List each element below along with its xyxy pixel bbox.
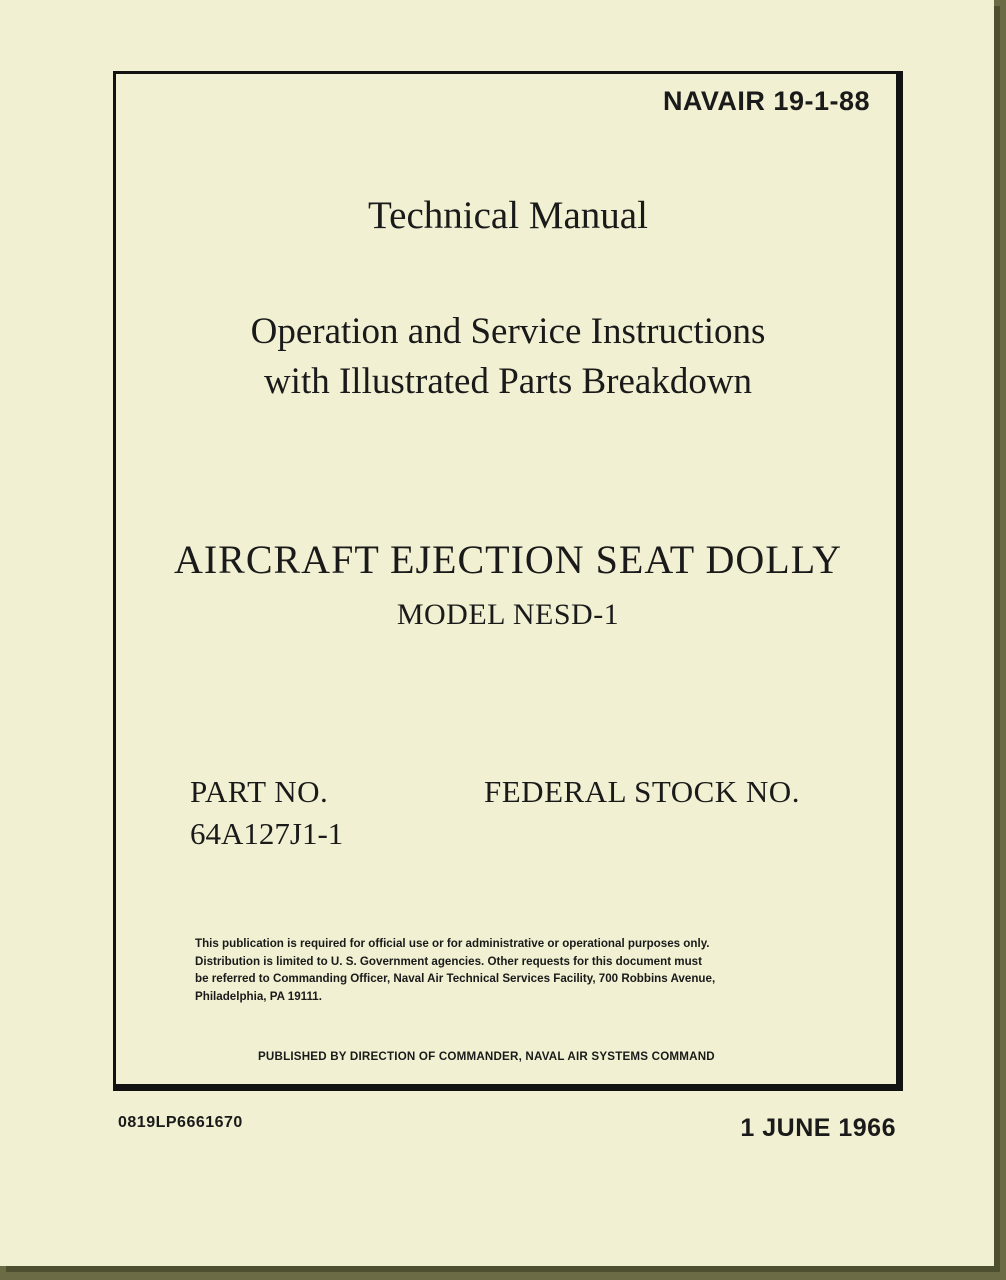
publishing-authority: PUBLISHED BY DIRECTION OF COMMANDER, NAVAL AIR SYSTEMS COMMAND (258, 1050, 715, 1063)
distribution-line: Distribution is limited to U. S. Government agencies. Other requests for this document must (195, 954, 702, 968)
distribution-line: Philadelphia, PA 19111. (195, 989, 322, 1003)
manual-title: Technical Manual (368, 194, 648, 237)
subtitle-line-2: with Illustrated Parts Breakdown (263, 361, 753, 402)
equipment-name: AIRCRAFT EJECTION SEAT DOLLY (173, 537, 843, 582)
federal-stock-number-label: FEDERAL STOCK NO. (484, 774, 800, 809)
distribution-line: be referred to Commanding Officer, Naval Air Technical Services Facility, 700 Robbins Avenue, (195, 972, 716, 985)
part-number-value: 64A127J1-1 (190, 816, 344, 851)
manual-subtitle (113, 307, 903, 407)
print-code: 0819LP6661670 (118, 1114, 243, 1131)
subtitle-line-1: Operation and Service Instructions (250, 311, 766, 352)
distribution-statement (195, 935, 835, 1005)
model-designation: MODEL NESD-1 (396, 598, 620, 631)
distribution-line: This publication is required for official use or for administrative or operational purposes only. (195, 937, 710, 950)
publication-date: 1 JUNE 1966 (740, 1114, 896, 1142)
part-number-label: PART NO. (190, 774, 329, 809)
document-number: NAVAIR 19-1-88 (662, 86, 870, 116)
